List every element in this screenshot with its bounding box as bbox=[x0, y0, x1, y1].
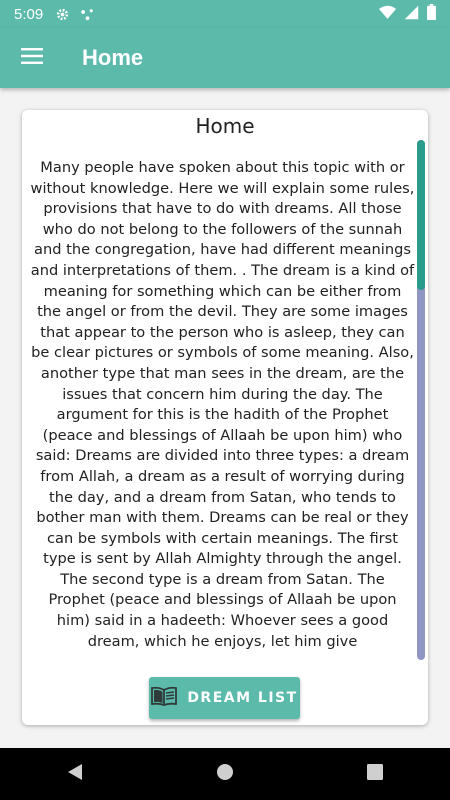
menu-button[interactable] bbox=[4, 28, 60, 88]
home-button[interactable] bbox=[195, 748, 255, 800]
back-button[interactable] bbox=[45, 748, 105, 800]
battery-icon bbox=[427, 4, 436, 20]
app-bar bbox=[0, 28, 450, 88]
navigation-bar bbox=[0, 748, 450, 800]
dream-list-button[interactable] bbox=[149, 677, 300, 719]
signal-icon bbox=[404, 5, 419, 20]
dream-list-label: DREAM LIST bbox=[187, 690, 298, 706]
app-title: Home bbox=[82, 45, 144, 70]
book-icon bbox=[151, 686, 177, 710]
status-time: 5:09 bbox=[14, 5, 44, 23]
recents-square-icon bbox=[367, 764, 383, 784]
hamburger-menu-icon bbox=[21, 48, 43, 68]
dots-icon bbox=[80, 7, 95, 22]
card-title: Home bbox=[195, 114, 255, 138]
recents-button[interactable] bbox=[345, 748, 405, 800]
home-circle-icon bbox=[216, 763, 234, 785]
gear-icon bbox=[55, 7, 70, 22]
back-triangle-icon bbox=[67, 763, 83, 785]
status-bar bbox=[0, 0, 450, 28]
article-scroll-area[interactable] bbox=[30, 158, 415, 670]
content-card bbox=[22, 110, 428, 725]
scrollbar-thumb[interactable] bbox=[417, 140, 425, 290]
wifi-icon bbox=[379, 5, 396, 20]
article-text: Many people have spoken about this topic with or without knowledge. Here we will explain some rules, provisions that have to do with dreams. All those who do not belong to the followers of the sunnah and the congregation, have had different meanings and interpretations of them. . The dream is a kind of meaning for something which can be either from the angel or from the devil. They are some images that appear to the person who is asleep, they can be clear pictures or symbols of some meaning. Also, another type that man sees in the dream, are the issues that concern him during the day. The argument for this is the hadith of the Prophet (peace and blessings of Allaah be upon him) who said: Dreams are divided into three types: a dream from Allah, a dream as a result of worrying during the day, and a dream from Satan, who tends to bother man with them. Dreams can be real or they can be symbols with certain meanings. The first type is sent by Allah Almighty through the angel. The second type is a dream from Satan. The Prophet (peace and blessings of Allaah be upon him) said in a hadeeth: Whoever sees a good dream, which he enjoys, let him give bbox=[30, 159, 415, 650]
scrollbar[interactable] bbox=[417, 140, 425, 660]
